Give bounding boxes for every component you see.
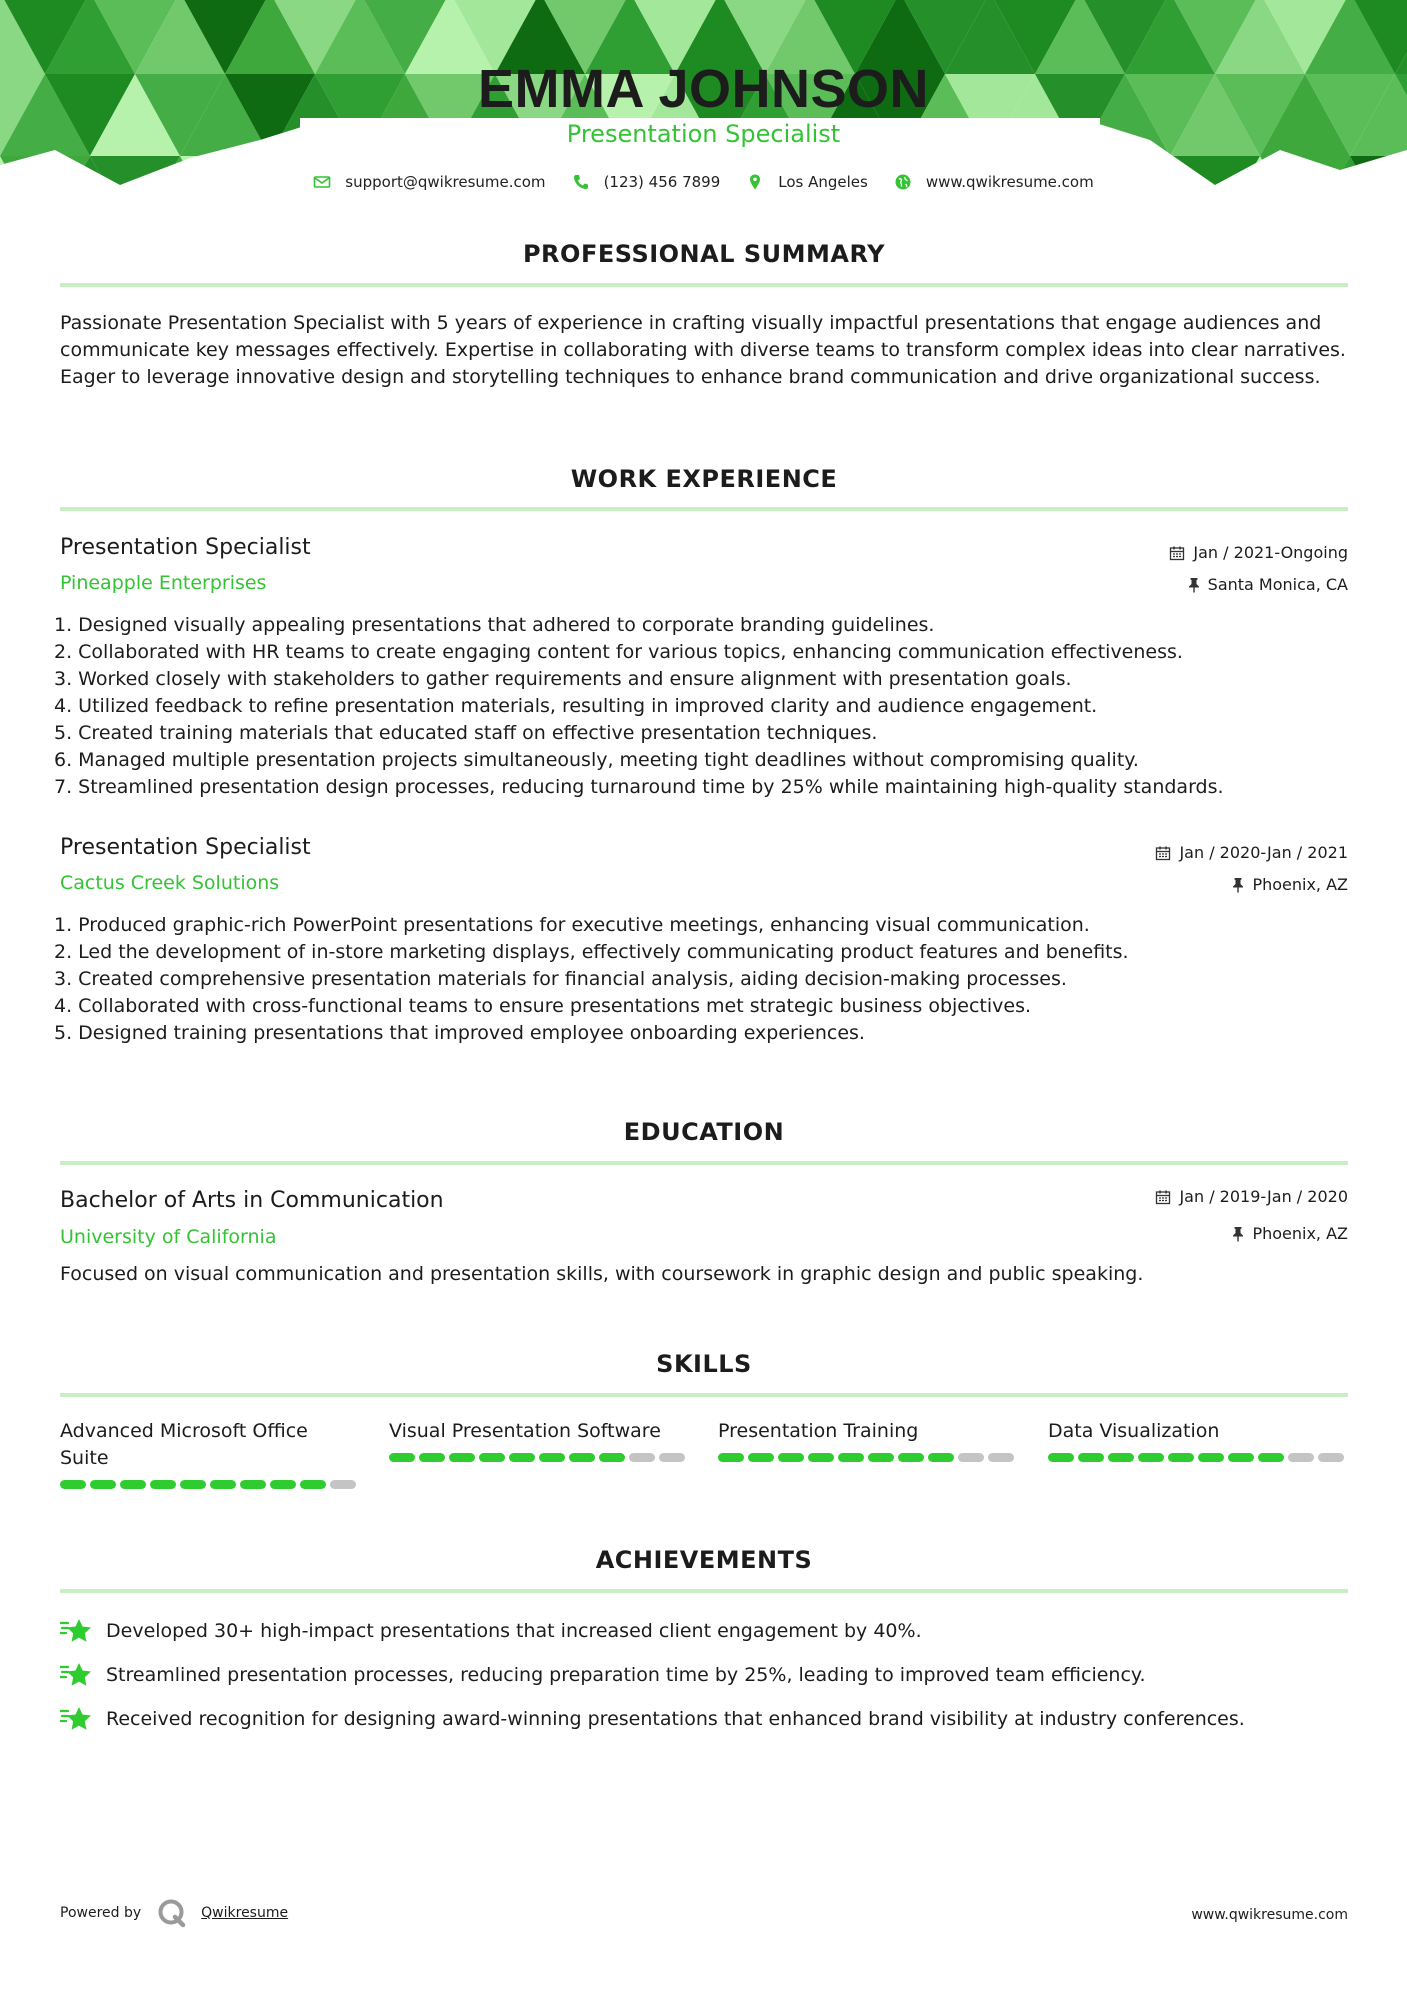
skill-level-segment [1198,1453,1224,1462]
summary-text: Passionate Presentation Specialist with 5 years of experience in crafting visually impactful presentations that engage audiences and communicate key messages effectively. Expertise in collaborating with diverse teams to transform complex ideas into clear narratives. Eager to leverage innovative design and storytelling techniques to enhance brand communication and drive organizational success. [60,312,1346,388]
skill-level-segment [1048,1453,1074,1462]
list-item: 2. Collaborated with HR teams to create engaging content for various topics, enhancing communication effectiveness. [54,641,1183,663]
list-item: 5. Designed training presentations that improved employee onboarding experiences. [54,1022,865,1044]
globe-icon [894,173,912,191]
header-name: EMMA JOHNSON [477,59,930,119]
job-location [1188,575,1348,594]
skill-item [1048,1418,1348,1462]
skill-level-segment [778,1453,804,1462]
skill-level-segment [1288,1453,1314,1462]
achievement-item [60,1705,1245,1733]
calendar-icon [1155,845,1171,861]
list-item: 1. Designed visually appealing presentations that adhered to corporate branding guidelines. [54,614,935,636]
skill-level-segment [718,1453,744,1462]
contact-bar [0,173,1407,191]
skill-level-segment [898,1453,924,1462]
star-icon [60,1661,94,1689]
achievement-text: Streamlined presentation processes, reducing preparation time by 25%, leading to improved team efficiency. [106,1664,1146,1686]
job-location [1232,875,1348,894]
skill-level-segment [120,1480,146,1489]
section-title-experience: WORK EXPERIENCE [570,465,838,493]
education-location-text: Phoenix, AZ [1252,1224,1348,1243]
skill-level-segment [629,1453,655,1462]
skill-level-segment [1318,1453,1344,1462]
contact-email-text: support@qwikresume.com [345,173,546,191]
pushpin-icon [1188,577,1200,593]
envelope-icon [313,173,331,191]
contact-website[interactable] [894,173,1094,191]
star-icon [60,1705,94,1733]
skill-level-bar [1048,1453,1348,1462]
skill-level-segment [659,1453,685,1462]
list-item: 5. Created training materials that educated staff on effective presentation techniques. [54,722,878,744]
section-divider [60,1589,1348,1593]
skill-level-segment [539,1453,565,1462]
section-title-summary: PROFESSIONAL SUMMARY [522,240,886,268]
list-item: 3. Created comprehensive presentation materials for financial analysis, aiding decision-making processes. [54,968,1067,990]
job-company: Cactus Creek Solutions [60,872,280,894]
contact-phone[interactable] [572,173,721,191]
contact-email[interactable] [313,173,545,191]
calendar-icon [1169,545,1185,561]
section-title-achievements: ACHIEVEMENTS [595,1546,813,1574]
skill-item [60,1418,360,1489]
skill-level-segment [868,1453,894,1462]
skill-level-segment [808,1453,834,1462]
job-dates-text: Jan / 2020-Jan / 2021 [1179,843,1348,862]
pushpin-icon [1232,1226,1244,1242]
job-title: Presentation Specialist [60,835,311,860]
job-bullets [54,912,1354,1047]
education-dates-text: Jan / 2019-Jan / 2020 [1179,1187,1348,1206]
skill-level-segment [90,1480,116,1489]
skill-level-segment [509,1453,535,1462]
section-divider [60,1393,1348,1397]
skill-level-segment [180,1480,206,1489]
contact-location [746,173,868,191]
achievement-item [60,1617,922,1645]
footer-website[interactable]: www.qwikresume.com [1191,1907,1348,1923]
job-location-text: Phoenix, AZ [1252,875,1348,894]
skill-level-segment [150,1480,176,1489]
pushpin-icon [1232,877,1244,893]
skill-level-segment [1078,1453,1104,1462]
phone-icon [572,173,590,191]
skill-level-segment [449,1453,475,1462]
skill-level-segment [599,1453,625,1462]
skill-level-segment [1108,1453,1134,1462]
skill-level-segment [389,1453,415,1462]
skill-level-segment [838,1453,864,1462]
calendar-icon [1155,1189,1171,1205]
achievement-item [60,1661,1146,1689]
list-item: 6. Managed multiple presentation projects simultaneously, meeting tight deadlines without compromising quality. [54,749,1139,771]
education-degree: Bachelor of Arts in Communication [60,1188,444,1213]
education-description: Focused on visual communication and presentation skills, with coursework in graphic design and public speaking. [60,1263,1144,1285]
powered-by-label: Powered by [60,1905,142,1921]
list-item: 4. Collaborated with cross-functional teams to ensure presentations met strategic business objectives. [54,995,1032,1017]
list-item: 1. Produced graphic-rich PowerPoint presentations for executive meetings, enhancing visual communication. [54,914,1090,936]
job-location-text: Santa Monica, CA [1207,575,1348,594]
map-pin-icon [746,173,764,191]
job-dates-text: Jan / 2021-Ongoing [1193,543,1348,562]
job-title: Presentation Specialist [60,535,311,560]
skill-item [718,1418,1018,1462]
section-divider [60,1161,1348,1165]
skill-name: Visual Presentation Software [389,1420,661,1442]
skill-level-segment [1228,1453,1254,1462]
skill-level-bar [60,1480,360,1489]
list-item: 3. Worked closely with stakeholders to gather requirements and ensure alignment with presentation goals. [54,668,1072,690]
skill-name: Presentation Training [718,1420,919,1442]
skill-level-segment [988,1453,1014,1462]
list-item: 2. Led the development of in-store marketing displays, effectively communicating product features and benefits. [54,941,1129,963]
skill-level-segment [928,1453,954,1462]
section-divider [60,283,1348,287]
contact-website-text: www.qwikresume.com [925,173,1094,191]
section-divider [60,507,1348,511]
skill-level-segment [60,1480,86,1489]
skill-level-bar [389,1453,689,1462]
education-school: University of California [60,1226,277,1248]
education-dates [1155,1187,1348,1206]
skill-level-segment [1168,1453,1194,1462]
skill-level-segment [569,1453,595,1462]
skill-level-segment [958,1453,984,1462]
skill-level-segment [270,1480,296,1489]
skill-level-bar [718,1453,1018,1462]
skill-item [389,1418,689,1462]
achievement-text: Developed 30+ high-impact presentations that increased client engagement by 40%. [106,1620,922,1642]
footer-powered-by [60,1898,288,1928]
skill-level-segment [1138,1453,1164,1462]
header-role: Presentation Specialist [566,120,841,148]
skill-level-segment [479,1453,505,1462]
contact-phone-text: (123) 456 7899 [603,173,721,191]
skill-level-segment [300,1480,326,1489]
qwikresume-logo-icon [157,1898,187,1928]
contact-location-text: Los Angeles [778,173,868,191]
skill-level-segment [240,1480,266,1489]
section-title-education: EDUCATION [623,1118,785,1146]
star-icon [60,1617,94,1645]
achievement-text: Received recognition for designing award-winning presentations that enhanced brand visibility at industry conferences. [106,1708,1245,1730]
job-dates [1169,543,1348,562]
skill-name: Advanced Microsoft Office Suite [60,1420,308,1469]
job-company: Pineapple Enterprises [60,572,267,594]
skill-name: Data Visualization [1048,1420,1220,1442]
skill-level-segment [210,1480,236,1489]
skill-level-segment [748,1453,774,1462]
job-bullets [54,612,1354,801]
skill-level-segment [330,1480,356,1489]
list-item: 7. Streamlined presentation design processes, reducing turnaround time by 25% while maintaining high-quality standards. [54,776,1224,798]
section-title-skills: SKILLS [656,1350,752,1378]
skill-level-segment [1258,1453,1284,1462]
list-item: 4. Utilized feedback to refine presentation materials, resulting in improved clarity and audience engagement. [54,695,1098,717]
qwikresume-link[interactable]: Qwikresume [201,1905,289,1921]
skill-level-segment [419,1453,445,1462]
education-location [1232,1224,1348,1243]
job-dates [1155,843,1348,862]
